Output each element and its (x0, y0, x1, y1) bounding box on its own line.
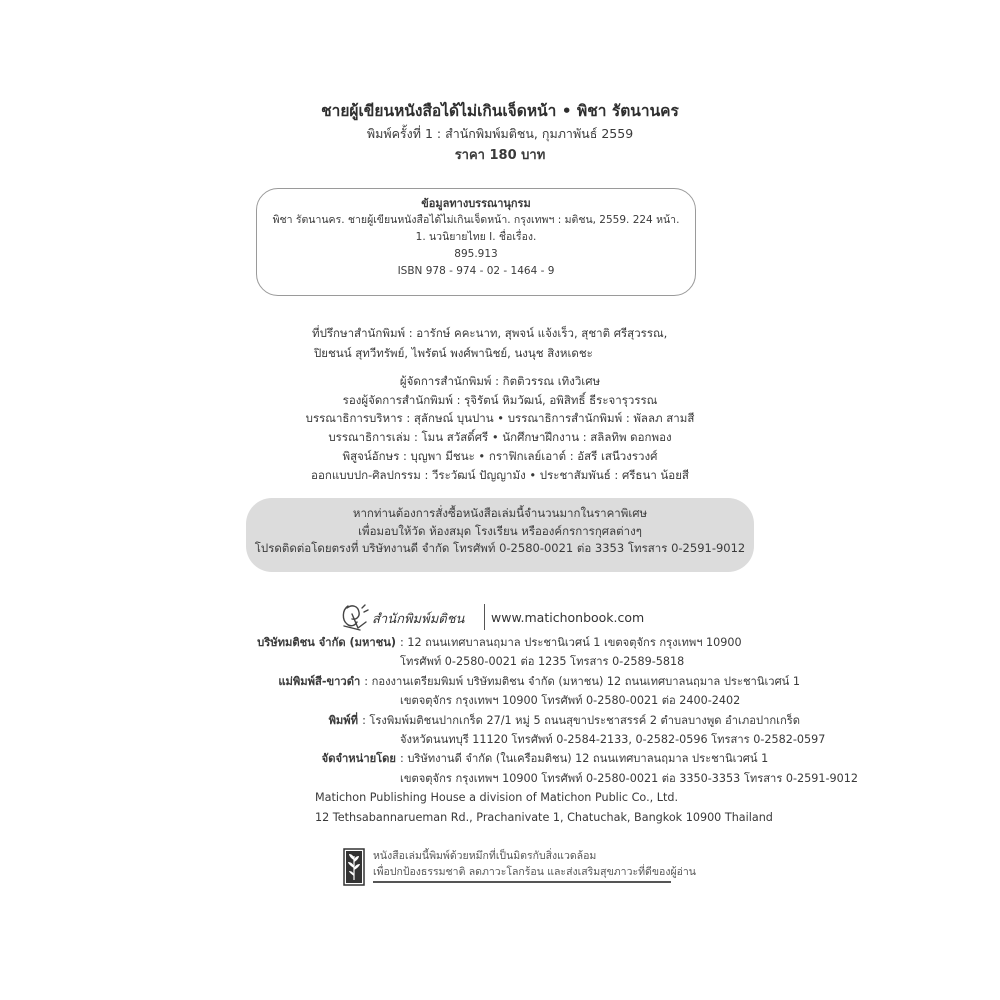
svg-text:สำนักพิมพ์มติชน: สำนักพิมพ์มติชน (372, 612, 465, 627)
eco-line-1: หนังสือเล่มนี้พิมพ์ด้วยหมึกที่เป็นมิตรกับสิ่งแวดล้อม (373, 850, 597, 862)
special-order-line: เพื่อมอบให้วัด ห้องสมุด โรงเรียน หรือองค์กรการกุศลต่างๆ (358, 523, 642, 538)
staff-line: พิสูจน์อักษร : บุญพา มีชนะ • กราฟิกเลย์เอาต์ : อัสรี เสนีวงรวงศ์ (342, 448, 658, 463)
cataloging-line: 895.913 (454, 248, 498, 260)
advisors-line: ที่ปรึกษาสำนักพิมพ์ : อารักษ์ คคะนาท, สุพจน์ แจ้งเร็ว, สุชาติ ศรีสุวรรณ, (312, 326, 668, 340)
printer-address: : โรงพิมพ์มติชนปากเกร็ด 27/1 หมู่ 5 ถนนสุขาประชาสรรค์ 2 ตำบลบางพูด อำเภอปากเกร็ด (362, 713, 800, 727)
eco-note (343, 848, 696, 886)
prepress-label: แม่พิมพ์สี-ขาวดำ (278, 674, 361, 688)
cataloging-heading: ข้อมูลทางบรรณานุกรม (421, 197, 531, 210)
prepress-address: : กองงานเตรียมพิมพ์ บริษัทมติชน จำกัด (มหาชน) 12 ถนนเทศบาลนฤมาล ประชานิเวศน์ 1 (364, 674, 800, 688)
distributor-row (200, 749, 800, 768)
eco-text (373, 848, 696, 883)
price: ราคา 180 บาท (454, 148, 546, 163)
publisher-logo (338, 600, 480, 634)
cataloging-line: พิชา รัตนานคร. ชายผู้เขียนหนังสือได้ไม่เกินเจ็ดหน้า. กรุงเทพฯ : มติชน, 2559. 224 หน้า. (272, 214, 680, 226)
printer-phone: จังหวัดนนทบุรี 11120 โทรศัพท์ 0-2584-2133, 0-2582-0596 โทรสาร 0-2582-0597 (400, 733, 826, 747)
book-title: ชายผู้เขียนหนังสือได้ไม่เกินเจ็ดหน้า • พิชา รัตนานคร (321, 102, 679, 120)
printer-row (200, 711, 800, 730)
logo-divider (484, 604, 485, 630)
advisors-line: ปิยชนน์ สุทวีทรัพย์, ไพรัตน์ พงศ์พานิชย์, นงนุช สิงหเดชะ (314, 346, 593, 360)
company-address: : 12 ถนนเทศบาลนฤมาล ประชานิเวศน์ 1 เขตจตุจักร กรุงเทพฯ 10900 (400, 636, 742, 649)
publisher-info (200, 633, 859, 827)
eco-line-2: เพื่อปกป้องธรรมชาติ ลดภาวะโลกร้อน และส่งเสริมสุขภาวะที่ดีของผู้อ่าน (373, 866, 696, 878)
english-address-line: 12 Tethsabannarueman Rd., Prachanivate 1, Chatuchak, Bangkok 10900 Thailand (315, 810, 773, 824)
leaf-book-icon (343, 848, 365, 886)
staff-credits (250, 372, 750, 484)
advisors (312, 323, 772, 363)
printer-label: พิมพ์ที่ (328, 713, 359, 727)
cataloging-box (256, 188, 696, 296)
staff-line: รองผู้จัดการสำนักพิมพ์ : รุจิรัตน์ หิมวัฒน์, อพิสิทธิ์ ธีระจารุวรรณ (342, 392, 658, 407)
prepress-row (200, 672, 800, 691)
staff-line: ออกแบบปก-ศิลปกรรม : วีระวัฒน์ ปัญญามัง • ประชาสัมพันธ์ : ศรีธนา น้อยสี (311, 467, 689, 482)
special-order-line: โปรดติดต่อโดยตรงที่ บริษัทงานดี จำกัด โทรศัพท์ 0-2580-0021 ต่อ 3353 โทรสาร 0-2591-9012 (254, 541, 746, 555)
title-block (0, 101, 1000, 164)
website-link[interactable]: www.matichonbook.com (491, 609, 645, 625)
special-order-box (246, 498, 754, 572)
eco-underline (373, 881, 671, 883)
english-publisher-line: Matichon Publishing House a division of Matichon Public Co., Ltd. (315, 791, 679, 805)
distributor-phone: เขตจตุจักร กรุงเทพฯ 10900 โทรศัพท์ 0-2580-0021 ต่อ 3350-3353 โทรสาร 0-2591-9012 (400, 771, 859, 785)
company-row (200, 633, 800, 652)
cataloging-line: 1. นวนิยายไทย I. ชื่อเรื่อง. (415, 231, 537, 243)
publisher-logo-row (338, 600, 644, 634)
print-info: พิมพ์ครั้งที่ 1 : สำนักพิมพ์มติชน, กุมภาพันธ์ 2559 (366, 126, 634, 141)
staff-line: ผู้จัดการสำนักพิมพ์ : กิตติวรรณ เทิงวิเศษ (399, 374, 601, 388)
cataloging-line: ISBN 978 - 974 - 02 - 1464 - 9 (397, 265, 555, 277)
staff-line: บรรณาธิการเล่ม : โมน สวัสดิ์ศรี • นักศึกษาฝึกงาน : สลิลทิพ ดอกพอง (328, 430, 672, 445)
staff-line: บรรณาธิการบริหาร : สุลักษณ์ บุนปาน • บรรณาธิการสำนักพิมพ์ : พัลลภ สามสี (305, 411, 695, 426)
distributor-label: จัดจำหน่ายโดย (321, 752, 396, 766)
company-phone: โทรศัพท์ 0-2580-0021 ต่อ 1235 โทรสาร 0-2589-5818 (400, 655, 685, 669)
distributor-address: : บริษัทงานดี จำกัด (ในเครือมติชน) 12 ถนนเทศบาลนฤมาล ประชานิเวศน์ 1 (400, 752, 769, 766)
company-label: บริษัทมติชน จำกัด (มหาชน) (257, 636, 396, 649)
special-order-line: หากท่านต้องการสั่งซื้อหนังสือเล่มนี้จำนวนมากในราคาพิเศษ (352, 506, 648, 520)
prepress-phone: เขตจตุจักร กรุงเทพฯ 10900 โทรศัพท์ 0-2580-0021 ต่อ 2400-2402 (400, 694, 741, 708)
